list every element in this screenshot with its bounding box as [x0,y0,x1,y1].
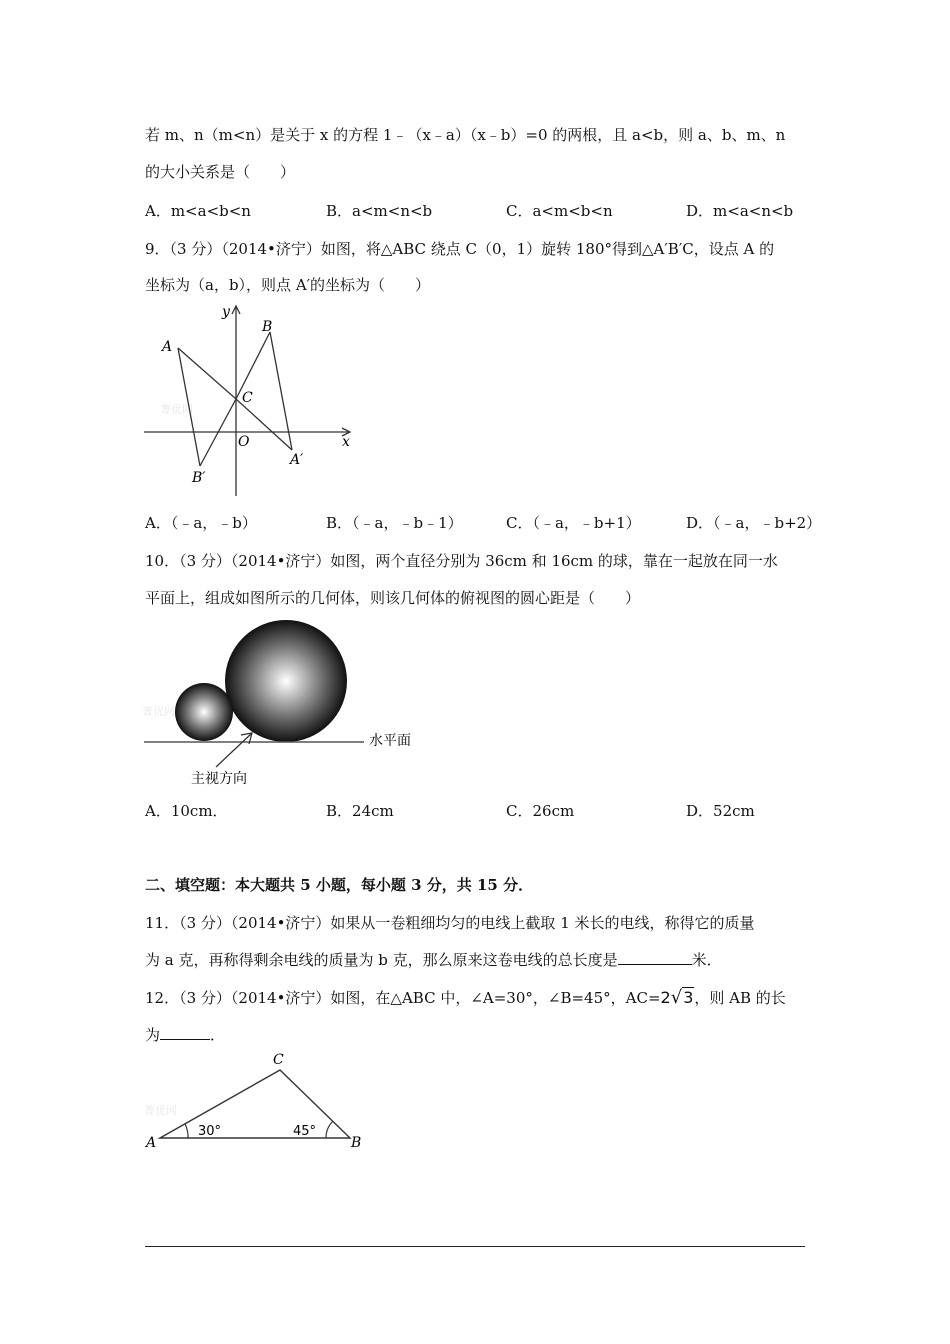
q11-answer-blank[interactable] [618,950,692,965]
q9-option-d: D．（﹣a，﹣b+2） [686,514,822,532]
q9-rotation-figure [140,300,360,500]
q9-stem-line2: 坐标为（a，b），则点 A′的坐标为（ ） [145,276,431,294]
q12-triangle-abc [160,1070,350,1138]
q9-label-y: y [222,304,230,320]
q10-small-sphere [175,683,233,741]
q12-stem-line1 [145,987,786,1008]
q9-label-a-prime: A′ [290,452,304,468]
q12-line1-before: 12．（3 分）（2014•济宁）如图，在△ABC 中，∠A=30°，∠B=45°，AC= [145,989,661,1007]
q10-stem-line1: 10．（3 分）（2014•济宁）如图，两个直径分别为 36cm 和 16cm 的球，靠在一起放在同一水 [145,552,778,570]
q9-label-a: A [162,339,173,355]
q12-watermark: 菁优网 [144,1104,177,1117]
q8-stem-line2: 的大小关系是（ ） [145,163,296,181]
q10-option-d: D．52cm [686,802,755,820]
q9-label-c: C [242,390,253,406]
q12-radical-expression [661,988,695,1007]
q9-label-x: x [342,434,350,450]
q12-angle-b-arc [326,1121,333,1138]
q12-radical-sign: √ [670,987,683,1008]
q11-stem-line2 [145,949,722,970]
q8-option-d: D．m<a<n<b [686,202,794,220]
q9-label-o: O [238,434,250,450]
q9-option-c: C．（﹣a，﹣b+1） [506,514,641,532]
q12-angle-b-label: 45° [293,1124,317,1139]
q10-option-c: C．26cm [506,802,575,820]
q12-label-a: A [146,1135,157,1151]
q12-label-b: B [351,1135,362,1151]
q8-stem-line1: 若 m、n（m<n）是关于 x 的方程 1﹣（x﹣a）（x﹣b）=0 的两根，且 a<b，则 a、b、m、n [145,126,786,144]
q12-line1-after: ，则 AB 的长 [694,989,786,1007]
q12-label-c: C [273,1052,284,1068]
q10-large-sphere [225,620,347,742]
q12-answer-blank[interactable] [160,1025,210,1040]
q11-line2-after: 米． [691,951,722,969]
q12-angle-a-arc [185,1124,188,1138]
q9-option-b: B．（﹣a，﹣b﹣1） [326,514,463,532]
q10-option-b: B．24cm [326,802,394,820]
q12-line2-before: 为 [145,1026,161,1044]
q9-label-b: B [262,319,273,335]
q9-option-a: A．（﹣a，﹣b） [145,514,257,532]
q9-stem-line1: 9．（3 分）（2014•济宁）如图，将△ABC 绕点 C（0，1）旋转 180°得到△A′B′C，设点 A 的 [145,240,775,258]
q10-watermark: 菁优网 [142,705,175,718]
q11-stem-line1: 11．（3 分）（2014•济宁）如果从一卷粗细均匀的电线上截取 1 米长的电线，称得它的质量 [145,914,755,932]
q10-view-label: 主视方向 [191,771,247,787]
footer-rule [145,1246,805,1247]
q8-option-a: A．m<a<b<n [145,202,251,220]
section2-heading: 二、填空题：本大题共 5 小题，每小题 3 分，共 15 分． [145,876,534,894]
q12-angle-a-label: 30° [198,1124,222,1139]
q10-stem-line2: 平面上，组成如图所示的几何体，则该几何体的俯视图的圆心距是（ ） [145,589,641,607]
q10-view-arrow-line [216,733,252,767]
q12-stem-line2 [145,1024,225,1045]
q12-radical-value: 3 [683,988,694,1007]
q8-option-b: B．a<m<n<b [326,202,433,220]
q9-watermark: 菁优网 [160,403,193,416]
q12-line2-after: ． [210,1026,226,1044]
q12-radical-coef: 2 [660,988,671,1007]
q11-line2-before: 为 a 克，再称得剩余电线的质量为 b 克，那么原来这卷电线的总长度是 [145,951,618,969]
q10-option-a: A．10cm． [145,802,228,820]
q10-plane-label: 水平面 [369,733,411,749]
q8-option-c: C．a<m<b<n [506,202,613,220]
q9-triangle-abc [178,332,270,399]
q10-spheres-figure [140,615,440,795]
q12-triangle-figure [140,1048,380,1158]
q9-label-b-prime: B′ [192,470,206,486]
